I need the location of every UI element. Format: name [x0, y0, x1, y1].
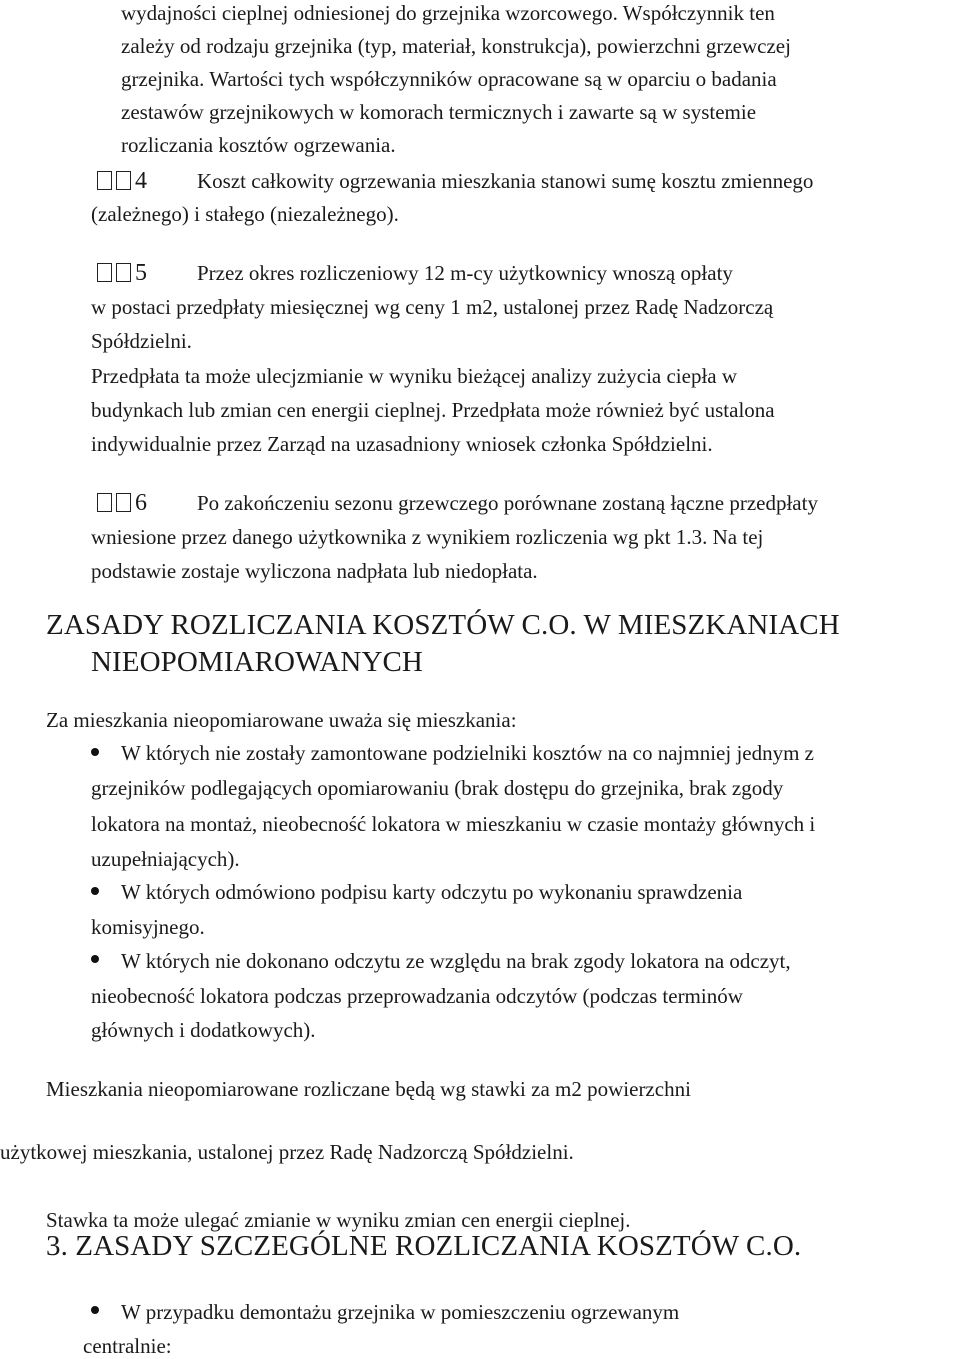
section-heading: ZASADY ROZLICZANIA KOSZTÓW C.O. W MIESZKANIACH: [46, 609, 840, 641]
bullet-icon: [91, 955, 99, 963]
paragraph-line: rozliczania kosztów ogrzewania.: [121, 133, 396, 157]
item-6-text: wniesione przez danego użytkownika z wynikiem rozliczenia wg pkt 1.3. Na tej: [91, 525, 764, 549]
paragraph-line: Mieszkania nieopomiarowane rozliczane będą wg stawki za m2 powierzchni: [46, 1077, 691, 1101]
paragraph-line: Stawka ta może ulegać zmianie w wyniku zmian cen energii cieplnej.: [46, 1208, 631, 1232]
bullet-icon: [91, 1306, 99, 1314]
item-4-text: Koszt całkowity ogrzewania mieszkania stanowi sumę kosztu zmiennego: [197, 169, 814, 193]
bullet-icon: [91, 887, 99, 895]
paragraph-line: wydajności cieplnej odniesionej do grzejnika wzorcowego. Współczynnik ten: [121, 1, 775, 25]
paragraph-line: grzejnika. Wartości tych współczynników opracowane są w oparciu o badania: [121, 67, 777, 91]
intro-text: Za mieszkania nieopomiarowane uważa się mieszkania:: [46, 708, 517, 732]
bullet-text: komisyjnego.: [91, 915, 205, 939]
paragraph-line: użytkowej mieszkania, ustalonej przez Radę Nadzorczą Spółdzielni.: [0, 1140, 574, 1164]
bullet-text: W których nie zostały zamontowane podzielniki kosztów na co najmniej jednym z: [121, 741, 814, 765]
missing-glyph-icon: [116, 263, 131, 282]
item-4-marker: [97, 168, 147, 194]
bullet-icon: [91, 748, 99, 756]
bullet-text: uzupełniających).: [91, 847, 240, 871]
item-5-text: budynkach lub zmian cen energii cieplnej. Przedpłata może również być ustalona: [91, 398, 775, 422]
missing-glyph-icon: [97, 493, 112, 512]
missing-glyph-icon: [97, 263, 112, 282]
bullet-text: nieobecność lokatora podczas przeprowadzania odczytów (podczas terminów: [91, 984, 743, 1008]
missing-glyph-icon: [116, 171, 131, 190]
item-6-text: podstawie zostaje wyliczona nadpłata lub niedopłata.: [91, 559, 538, 583]
item-5-text: indywidualnie przez Zarząd na uzasadniony wniosek członka Spółdzielni.: [91, 432, 713, 456]
item-6-text: Po zakończeniu sezonu grzewczego porównane zostaną łączne przedpłaty: [197, 491, 818, 515]
item-6-marker: [97, 490, 147, 516]
item-4-text: (zależnego) i stałego (niezależnego).: [91, 202, 399, 226]
missing-glyph-icon: [97, 171, 112, 190]
bullet-text: głównych i dodatkowych).: [91, 1018, 316, 1042]
bullet-text: W których nie dokonano odczytu ze względu na brak zgody lokatora na odczyt,: [121, 949, 791, 973]
item-number: 5: [135, 260, 147, 286]
bullet-text: W których odmówiono podpisu karty odczytu po wykonaniu sprawdzenia: [121, 880, 743, 904]
paragraph-line: zależy od rodzaju grzejnika (typ, materiał, konstrukcja), powierzchni grzewczej: [121, 34, 791, 58]
item-5-text: w postaci przedpłaty miesięcznej wg ceny 1 m2, ustalonej przez Radę Nadzorczą: [91, 295, 774, 319]
bullet-text: W przypadku demontażu grzejnika w pomieszczeniu ogrzewanym: [121, 1300, 680, 1324]
bullet-text: centralnie:: [83, 1334, 172, 1358]
item-5-marker: [97, 260, 147, 286]
item-5-text: Spółdzielni.: [91, 329, 192, 353]
item-number: 4: [135, 168, 147, 194]
item-number: 6: [135, 490, 147, 516]
item-5-text: Przez okres rozliczeniowy 12 m-cy użytkownicy wnoszą opłaty: [197, 261, 733, 285]
paragraph-line: zestawów grzejnikowych w komorach termicznych i zawarte są w systemie: [121, 100, 757, 124]
bullet-text: grzejników podlegających opomiarowaniu (brak dostępu do grzejnika, brak zgody: [91, 776, 784, 800]
section-heading: NIEOPOMIAROWANYCH: [91, 646, 423, 678]
section-heading: 3. ZASADY SZCZEGÓLNE ROZLICZANIA KOSZTÓW C.O.: [46, 1230, 802, 1262]
bullet-text: lokatora na montaż, nieobecność lokatora w mieszkaniu w czasie montaży głównych i: [91, 812, 816, 836]
missing-glyph-icon: [116, 493, 131, 512]
item-5-text: Przedpłata ta może ulecjzmianie w wyniku bieżącej analizy zużycia ciepła w: [91, 364, 738, 388]
